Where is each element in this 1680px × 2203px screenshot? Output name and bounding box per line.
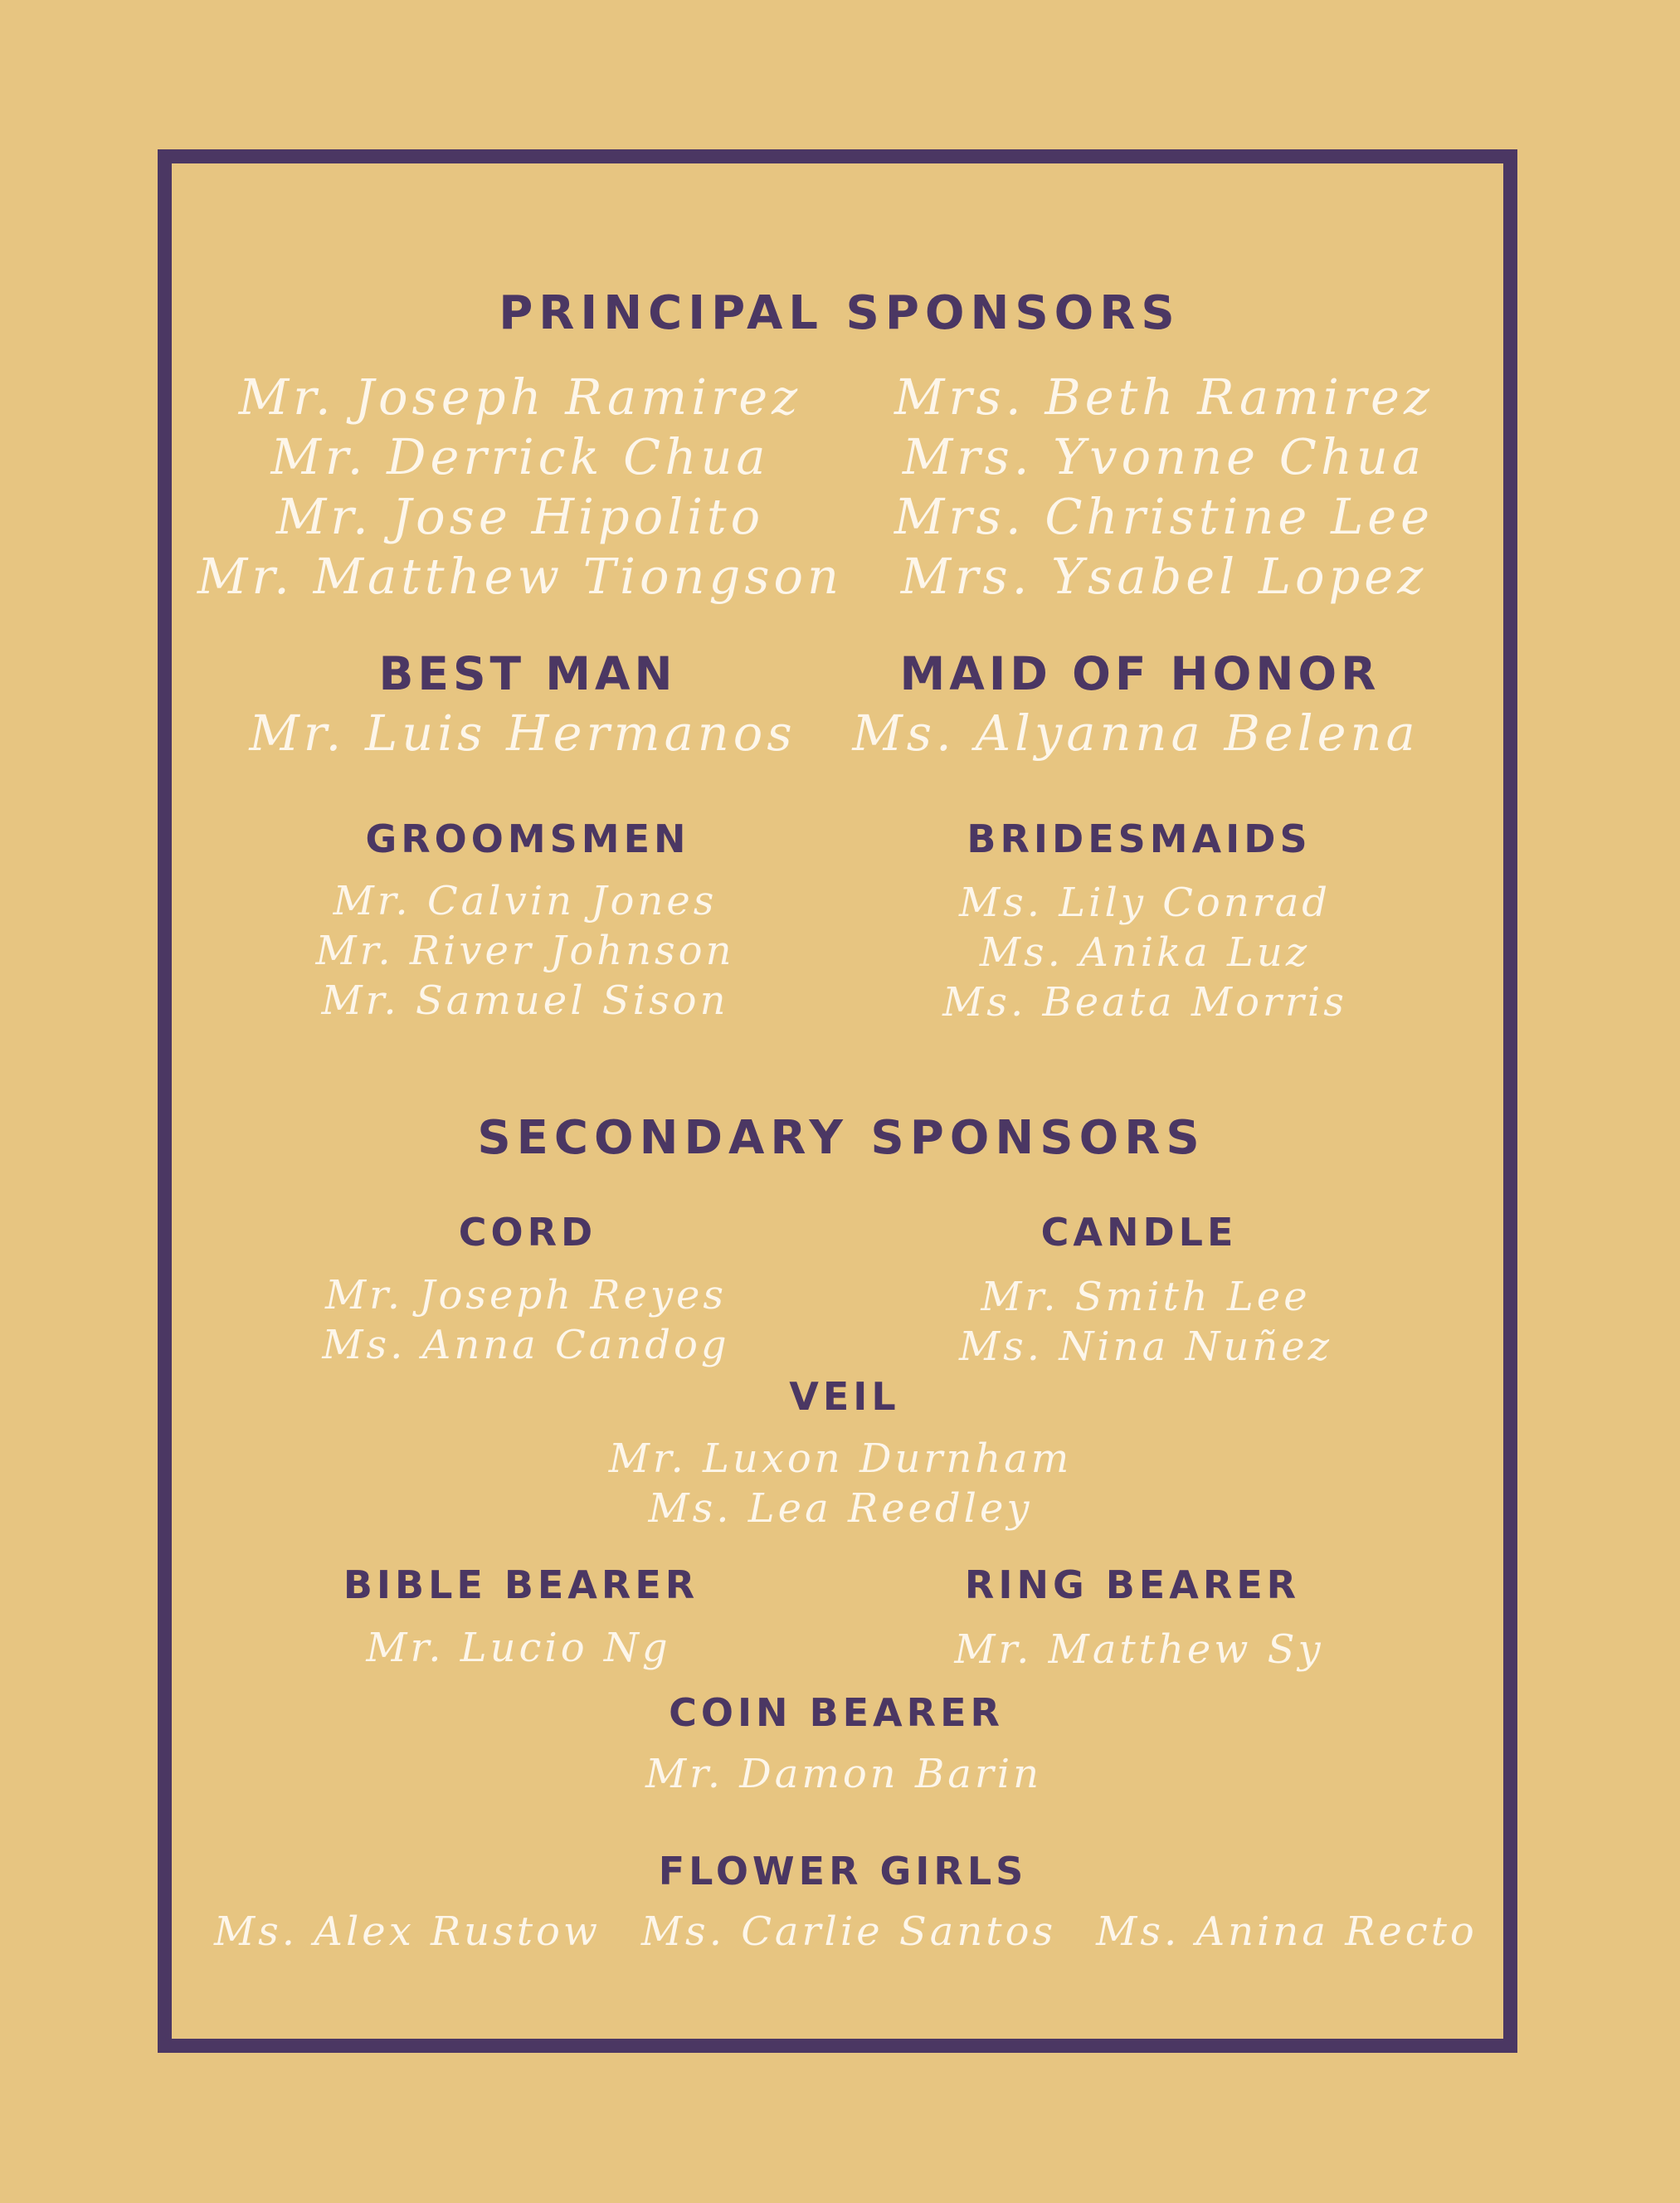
best-man-name: Mr. Luis Hermanos <box>249 704 796 762</box>
candle-heading: CANDLE <box>1040 1210 1238 1255</box>
bible-bearer-name: Mr. Lucio Ng <box>366 1625 671 1671</box>
principal-sponsor-name: Mrs. Yvonne Chua <box>902 428 1426 485</box>
principal-sponsor-name: Mr. Jose Hipolito <box>275 488 765 545</box>
principal-sponsors-right-list <box>894 368 1434 607</box>
coin-bearer-heading: COIN BEARER <box>669 1690 1004 1735</box>
bridesmaids-list <box>942 878 1347 1027</box>
groomsman-name: Mr. Samuel Sison <box>321 977 729 1024</box>
cord-sponsor-name: Mr. Joseph Reyes <box>324 1272 728 1318</box>
flower-girls-heading: FLOWER GIRLS <box>658 1849 1028 1894</box>
coin-bearer-name: Mr. Damon Barin <box>645 1751 1043 1797</box>
ring-bearer-name: Mr. Matthew Sy <box>954 1626 1324 1673</box>
principal-sponsor-name: Mr. Joseph Ramirez <box>238 368 802 426</box>
principal-sponsor-name: Mrs. Beth Ramirez <box>894 368 1434 426</box>
bible-bearer-heading: BIBLE BEARER <box>343 1562 699 1607</box>
cord-list <box>322 1270 729 1370</box>
veil-sponsor-name: Mr. Luxon Durnham <box>608 1435 1073 1482</box>
candle-sponsor-name: Ms. Nina Nuñez <box>959 1323 1332 1370</box>
principal-sponsor-name: Mrs. Ysabel Lopez <box>900 548 1428 605</box>
principal-sponsor-name: Mrs. Christine Lee <box>894 488 1434 545</box>
groomsman-name: Mr. River Johnson <box>315 928 735 974</box>
groomsman-name: Mr. Calvin Jones <box>333 878 718 924</box>
veil-list <box>609 1434 1073 1533</box>
groomsmen-heading: GROOMSMEN <box>365 816 690 861</box>
flower-girl-name: Ms. Anina Recto <box>1096 1908 1478 1955</box>
principal-sponsors-left-list <box>197 368 843 607</box>
bridesmaids-heading: BRIDESMAIDS <box>967 816 1312 861</box>
bridesmaid-name: Ms. Anika Luz <box>979 929 1311 976</box>
flower-girl-name: Ms. Carlie Santos <box>640 1908 1057 1955</box>
cord-heading: CORD <box>458 1210 597 1255</box>
secondary-sponsors-heading: SECONDARY SPONSORS <box>477 1111 1205 1165</box>
cord-sponsor-name: Ms. Anna Candog <box>322 1322 730 1368</box>
candle-sponsor-name: Mr. Smith Lee <box>981 1274 1311 1320</box>
candle-list <box>959 1272 1332 1372</box>
bridesmaid-name: Ms. Beata Morris <box>942 979 1347 1026</box>
veil-heading: VEIL <box>789 1374 900 1419</box>
groomsmen-list <box>316 876 735 1026</box>
principal-sponsor-name: Mr. Matthew Tiongson <box>197 548 844 605</box>
principal-sponsors-heading: PRINCIPAL SPONSORS <box>499 286 1181 340</box>
flower-girl-name: Ms. Alex Rustow <box>213 1908 601 1955</box>
principal-sponsor-name: Mr. Derrick Chua <box>270 428 770 485</box>
maid-of-honor-name: Ms. Alyanna Belena <box>852 704 1419 762</box>
bridesmaid-name: Ms. Lily Conrad <box>958 880 1332 926</box>
best-man-heading: BEST MAN <box>378 647 677 700</box>
ring-bearer-heading: RING BEARER <box>964 1562 1301 1607</box>
veil-sponsor-name: Ms. Lea Reedley <box>648 1485 1033 1532</box>
maid-of-honor-heading: MAID OF HONOR <box>899 647 1381 700</box>
